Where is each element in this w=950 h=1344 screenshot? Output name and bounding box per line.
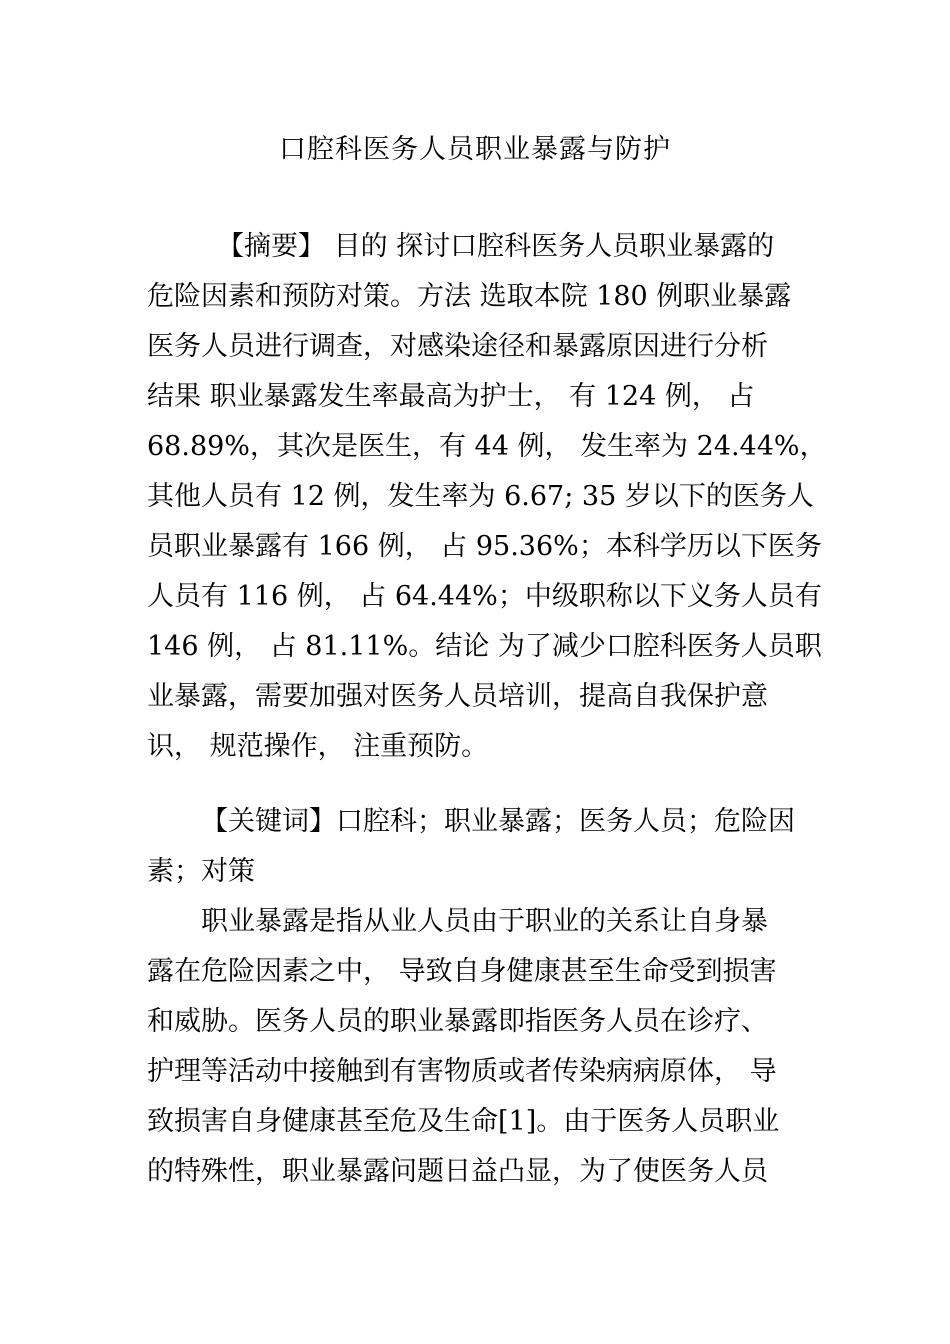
body-line: 致损害自身健康甚至危及生命[1]。由于医务人员职业 xyxy=(147,1106,780,1137)
document-title: 口腔科医务人员职业暴露与防护 xyxy=(279,134,671,165)
abstract-line: 人员有 116 例， 占 64.44%；中级职称以下义务人员有 xyxy=(147,581,822,612)
abstract-line: 68.89%，其次是医生，有 44 例， 发生率为 24.44%， xyxy=(147,431,827,462)
body-line: 露在危险因素之中， 导致自身健康甚至生命受到损害 xyxy=(147,956,777,987)
abstract-line: 其他人员有 12 例，发生率为 6.67; 35 岁以下的医务人 xyxy=(147,481,814,512)
abstract-line: 【摘要】 目的 探讨口腔科医务人员职业暴露的 xyxy=(217,231,775,262)
body-line: 职业暴露是指从业人员由于职业的关系让自身暴 xyxy=(201,906,768,937)
abstract-line: 结果 职业暴露发生率最高为护士， 有 124 例， 占 xyxy=(147,381,755,412)
body-paragraph xyxy=(147,897,807,1197)
abstract-line: 识， 规范操作， 注重预防。 xyxy=(147,731,489,762)
keywords-paragraph xyxy=(147,797,807,897)
abstract-line: 医务人员进行调查，对感染途径和暴露原因进行分析 xyxy=(147,331,768,362)
keywords-line: 素；对策 xyxy=(147,856,255,887)
abstract-line: 146 例， 占 81.11%。结论 为了减少口腔科医务人员职 xyxy=(147,631,822,662)
keywords-line: 【关键词】口腔科；职业暴露；医务人员；危险因 xyxy=(201,806,795,837)
abstract-line: 业暴露，需要加强对医务人员培训，提高自我保护意 xyxy=(147,681,768,712)
abstract-line: 危险因素和预防对策。方法 选取本院 180 例职业暴露 xyxy=(147,281,792,312)
abstract-paragraph xyxy=(147,222,827,772)
body-line: 护理等活动中接触到有害物质或者传染病病原体， 导 xyxy=(147,1056,777,1087)
abstract-line: 员职业暴露有 166 例， 占 95.36%；本科学历以下医务 xyxy=(147,531,822,562)
body-line: 和威胁。医务人员的职业暴露即指医务人员在诊疗、 xyxy=(147,1006,768,1037)
body-line: 的特殊性，职业暴露问题日益凸显，为了使医务人员 xyxy=(147,1156,768,1187)
